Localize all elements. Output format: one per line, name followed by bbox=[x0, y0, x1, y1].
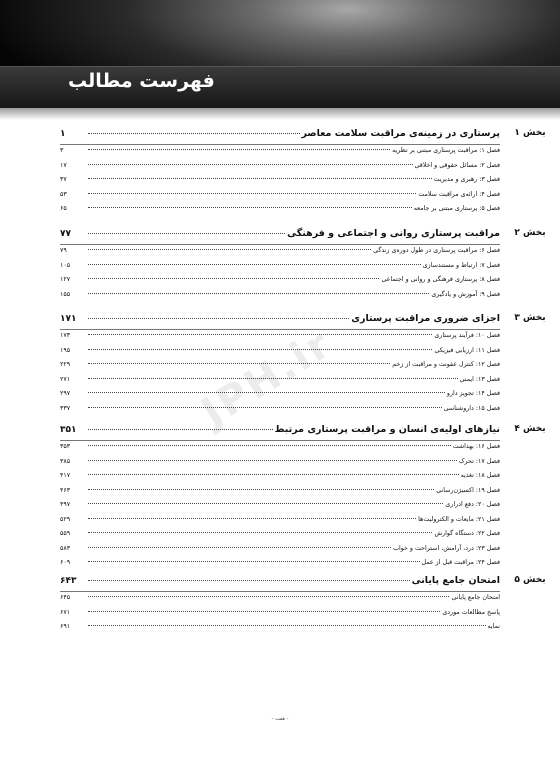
dot-leader bbox=[88, 233, 285, 234]
part-title: پرستاری در زمینه‌ی مراقبت سلامت معاصر bbox=[301, 128, 500, 139]
chapter-entry[interactable] bbox=[60, 405, 500, 420]
part-divider bbox=[60, 329, 500, 330]
toc-part bbox=[60, 424, 546, 574]
chapter-page-number: ۶۵ bbox=[60, 205, 67, 212]
toc-part bbox=[60, 128, 546, 220]
toc-part bbox=[60, 575, 546, 638]
chapter-page-number: ۵۸۳ bbox=[60, 544, 71, 552]
chapter-entry[interactable] bbox=[60, 361, 500, 376]
chapter-title: فصل ۱: مراقبت پرستاری مبتنی بر نظریه bbox=[392, 147, 500, 154]
dot-leader bbox=[88, 407, 442, 408]
dot-leader bbox=[88, 133, 300, 134]
part-label: بخش ۵ bbox=[514, 575, 546, 585]
chapter-entry[interactable] bbox=[60, 291, 500, 306]
dot-leader bbox=[88, 474, 459, 475]
toc-part bbox=[60, 228, 546, 305]
chapter-title: فصل ۲۰: دفع ادراری bbox=[445, 501, 500, 508]
chapter-title: فصل ۱۴: تجویز دارو bbox=[446, 390, 500, 397]
chapter-entry[interactable] bbox=[60, 487, 500, 502]
chapter-title: فصل ۲۱: مایعات و الکترولیت‌ها bbox=[418, 515, 500, 523]
chapter-page-number: ۵۲۹ bbox=[60, 515, 71, 523]
chapter-entry[interactable] bbox=[60, 347, 500, 362]
chapter-title: فصل ۱۰: فرآیند پرستاری bbox=[434, 332, 500, 339]
chapter-page-number: ۱۹۵ bbox=[60, 346, 71, 354]
chapter-title: فصل ۱۹: اکسیژن‌رسانی bbox=[436, 486, 500, 494]
dot-leader bbox=[88, 264, 421, 265]
dot-leader bbox=[88, 178, 432, 179]
part-page-number: ۳۵۱ bbox=[60, 425, 77, 435]
part-label: بخش ۲ bbox=[514, 228, 546, 238]
dot-leader bbox=[88, 293, 429, 294]
chapter-entry[interactable] bbox=[60, 332, 500, 347]
toc-part bbox=[60, 313, 546, 419]
part-label: بخش ۴ bbox=[514, 424, 546, 434]
chapter-entry[interactable] bbox=[60, 472, 500, 487]
dot-leader bbox=[88, 445, 451, 446]
chapter-title: فصل ۱۱: ارزیابی فیزیکی bbox=[434, 346, 500, 354]
chapter-title: فصل ۱۲: کنترل عفونت و مراقبت از زخم bbox=[392, 361, 500, 368]
chapter-title: فصل ۸: پرستاری فرهنگی و روانی و اجتماعی bbox=[381, 276, 500, 283]
chapter-page-number: ۶۹۱ bbox=[60, 623, 71, 630]
chapter-page-number: ۱۲۷ bbox=[60, 276, 71, 283]
chapter-entry[interactable] bbox=[60, 559, 500, 574]
dot-leader bbox=[88, 611, 440, 612]
part-label: بخش ۳ bbox=[514, 313, 546, 323]
part-divider bbox=[60, 591, 500, 592]
chapter-page-number: ۲۷۱ bbox=[60, 375, 71, 383]
chapter-title: فصل ۲۳: درد، آرامش، استراحت و خواب bbox=[393, 544, 500, 552]
chapter-page-number: ۵۳ bbox=[60, 190, 67, 198]
part-title-row[interactable] bbox=[60, 575, 500, 589]
dot-leader bbox=[88, 503, 443, 504]
chapter-page-number: ۳۳۷ bbox=[60, 404, 71, 412]
chapter-entry[interactable] bbox=[60, 147, 500, 162]
part-title-row[interactable] bbox=[60, 313, 500, 327]
chapter-title: فصل ۹: آموزش و یادگیری bbox=[431, 290, 500, 298]
chapter-title: فصل ۱۶: بهداشت bbox=[452, 443, 500, 450]
chapter-page-number: ۵۵۹ bbox=[60, 530, 71, 537]
watermark: JPH.ir bbox=[193, 320, 341, 436]
page-title: فهرست مطالب bbox=[68, 70, 215, 92]
dot-leader bbox=[88, 429, 273, 430]
chapter-page-number: ۶۷۱ bbox=[60, 608, 71, 616]
dot-leader bbox=[88, 193, 416, 194]
dot-leader bbox=[88, 318, 349, 319]
chapter-entry[interactable] bbox=[60, 458, 500, 473]
part-divider bbox=[60, 144, 500, 145]
chapter-entry[interactable] bbox=[60, 530, 500, 545]
header-fade bbox=[0, 108, 560, 120]
part-divider bbox=[60, 440, 500, 441]
dot-leader bbox=[88, 580, 410, 581]
dot-leader bbox=[88, 561, 420, 562]
part-page-number: ۱۷۱ bbox=[60, 314, 77, 324]
chapter-entry[interactable] bbox=[60, 247, 500, 262]
chapter-entry[interactable] bbox=[60, 205, 500, 220]
part-title-row[interactable] bbox=[60, 228, 500, 242]
dot-leader bbox=[88, 489, 434, 490]
dot-leader bbox=[88, 249, 371, 250]
part-page-number: ۷۷ bbox=[60, 229, 71, 239]
chapter-title: پاسخ مطالعات موردی bbox=[442, 608, 500, 616]
chapter-page-number: ۶۴۵ bbox=[60, 594, 71, 601]
page-footer: - هفت - bbox=[271, 716, 289, 722]
dot-leader bbox=[88, 349, 432, 350]
chapter-entry[interactable] bbox=[60, 390, 500, 405]
chapter-page-number: ۱۵۵ bbox=[60, 290, 71, 298]
part-title: اجزای ضروری مراقبت پرستاری bbox=[351, 313, 500, 324]
part-label: بخش ۱ bbox=[514, 128, 546, 138]
chapter-page-number: ۲۲۹ bbox=[60, 361, 71, 368]
chapter-title: فصل ۱۵: داروشناسی bbox=[443, 404, 500, 412]
chapter-entry[interactable] bbox=[60, 623, 500, 638]
chapter-entry[interactable] bbox=[60, 262, 500, 277]
chapter-entry[interactable] bbox=[60, 376, 500, 391]
part-divider bbox=[60, 244, 500, 245]
dot-leader bbox=[88, 164, 413, 165]
chapter-title: فصل ۱۳: ایمنی bbox=[459, 375, 500, 383]
dot-leader bbox=[88, 149, 390, 150]
chapter-title: فصل ۲: مسائل حقوقی و اخلاقی bbox=[414, 161, 500, 169]
dot-leader bbox=[88, 334, 432, 335]
chapter-title: فصل ۲۲: دستگاه گوارش bbox=[434, 530, 500, 537]
chapter-entry[interactable] bbox=[60, 191, 500, 206]
dot-leader bbox=[88, 207, 412, 208]
chapter-entry[interactable] bbox=[60, 443, 500, 458]
part-page-number: ۱ bbox=[60, 129, 66, 139]
dot-leader bbox=[88, 392, 445, 393]
chapter-entry[interactable] bbox=[60, 501, 500, 516]
dot-leader bbox=[88, 363, 390, 364]
chapter-title: فصل ۱۷: تحرک bbox=[458, 457, 500, 465]
part-title: نیازهای اولیه‌ی انسان و مراقبت پرستاری مرتبط bbox=[274, 424, 500, 435]
chapter-page-number: ۳۷ bbox=[60, 176, 67, 183]
dot-leader bbox=[88, 460, 457, 461]
chapter-entry[interactable] bbox=[60, 594, 500, 609]
chapter-title: فصل ۵: پرستاری مبتنی بر جامعه bbox=[413, 205, 500, 212]
dot-leader bbox=[88, 596, 449, 597]
chapter-page-number: ۲۹۷ bbox=[60, 390, 71, 397]
chapter-title: فصل ۶: مراقبت پرستاری در طول دوره‌ی زندگی bbox=[373, 247, 500, 254]
part-title-row[interactable] bbox=[60, 128, 500, 142]
chapter-title: فصل ۴: ارائه‌ی مراقبت سلامت bbox=[418, 190, 500, 198]
dot-leader bbox=[88, 278, 379, 279]
part-page-number: ۶۴۳ bbox=[60, 576, 77, 586]
chapter-title: امتحان جامع پایانی bbox=[451, 594, 500, 601]
chapter-entry[interactable] bbox=[60, 516, 500, 531]
chapter-page-number: ۱۷۳ bbox=[60, 332, 71, 339]
chapter-entry[interactable] bbox=[60, 176, 500, 191]
chapter-entry[interactable] bbox=[60, 276, 500, 291]
chapter-title: فصل ۳: رهبری و مدیریت bbox=[433, 176, 500, 183]
chapter-entry[interactable] bbox=[60, 609, 500, 624]
chapter-page-number: ۳۸۵ bbox=[60, 457, 71, 465]
chapter-page-number: ۴۹۷ bbox=[60, 501, 71, 508]
chapter-entry[interactable] bbox=[60, 545, 500, 560]
chapter-page-number: ۱۷ bbox=[60, 161, 67, 169]
dot-leader bbox=[88, 518, 416, 519]
chapter-title: فصل ۱۸: تغذیه bbox=[460, 472, 500, 479]
chapter-page-number: ۷۹ bbox=[60, 247, 67, 254]
dot-leader bbox=[88, 547, 391, 548]
chapter-page-number: ۳ bbox=[60, 147, 64, 154]
chapter-page-number: ۶۰۹ bbox=[60, 559, 71, 566]
chapter-page-number: ۴۱۷ bbox=[60, 472, 71, 479]
chapter-page-number: ۱۰۵ bbox=[60, 261, 71, 269]
chapter-title: نمایه bbox=[487, 623, 500, 630]
part-title: امتحان جامع پایانی bbox=[411, 575, 500, 586]
chapter-page-number: ۴۶۳ bbox=[60, 486, 71, 494]
dot-leader bbox=[88, 532, 432, 533]
part-title-row[interactable] bbox=[60, 424, 500, 438]
part-title: مراقبت پرستاری روانی و اجتماعی و فرهنگی bbox=[287, 228, 500, 239]
dot-leader bbox=[88, 378, 458, 379]
chapter-page-number: ۳۵۳ bbox=[60, 443, 71, 450]
chapter-title: فصل ۲۴: مراقبت قبل از عمل bbox=[421, 559, 500, 566]
chapter-entry[interactable] bbox=[60, 162, 500, 177]
dot-leader bbox=[88, 625, 486, 626]
chapter-title: فصل ۷: ارتباط و مستندسازی bbox=[422, 261, 500, 269]
